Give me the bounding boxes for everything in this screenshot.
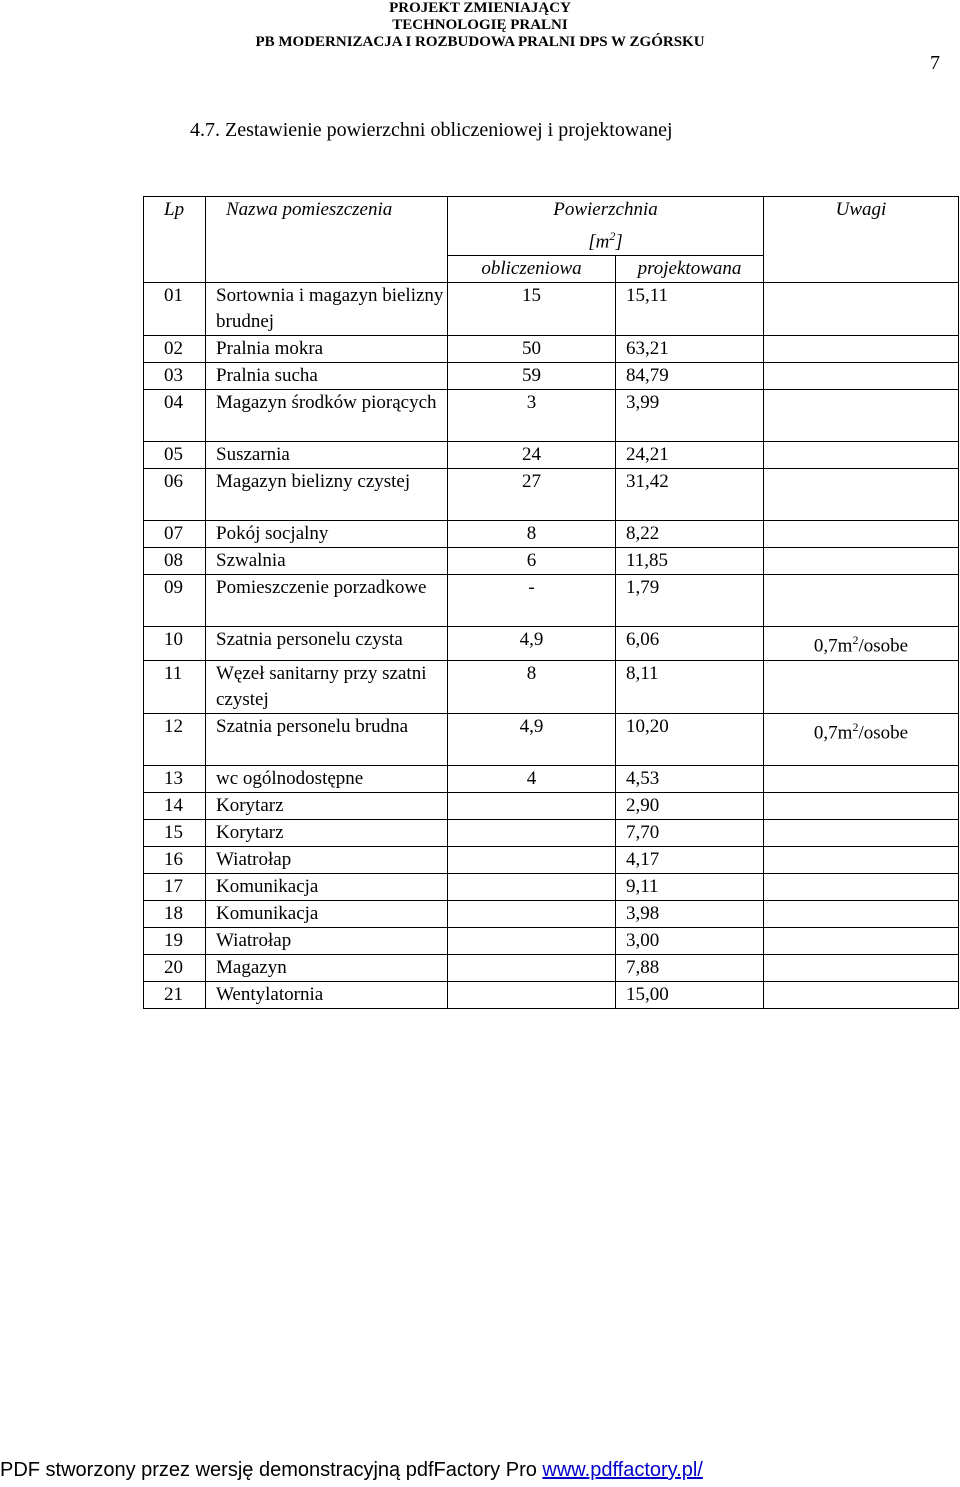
cell-room-name: Sortownia i magazyn bielizny brudnej	[206, 283, 448, 336]
table-row	[144, 283, 959, 336]
table-row	[144, 363, 959, 390]
cell-notes: $0,7m^2$/osobe	[764, 713, 959, 765]
cell-notes	[764, 954, 959, 981]
cell-room-name: Korytarz	[206, 792, 448, 819]
cell-lp: 12	[144, 713, 206, 765]
cell-area-calc: 15	[448, 283, 616, 336]
cell-area-proj: 31,42	[616, 469, 764, 521]
cell-room-name: Szatnia personelu czysta	[206, 627, 448, 660]
cell-area-proj: 7,88	[616, 954, 764, 981]
cell-area-calc: 4	[448, 765, 616, 792]
cell-area-proj: 4,53	[616, 765, 764, 792]
cell-notes	[764, 927, 959, 954]
cell-area-proj: 8,22	[616, 521, 764, 548]
header-notes: Uwagi	[764, 197, 959, 283]
area-table	[143, 196, 959, 1009]
cell-lp: 21	[144, 981, 206, 1008]
cell-lp: 09	[144, 575, 206, 627]
cell-area-proj: 11,85	[616, 548, 764, 575]
cell-notes	[764, 765, 959, 792]
cell-notes	[764, 900, 959, 927]
cell-room-name: Korytarz	[206, 819, 448, 846]
cell-area-calc: 4,9	[448, 713, 616, 765]
cell-lp: 19	[144, 927, 206, 954]
cell-notes: $0,7m^2$/osobe	[764, 627, 959, 660]
document-header	[0, 0, 960, 51]
cell-area-proj: 15,11	[616, 283, 764, 336]
cell-area-calc: 3	[448, 390, 616, 442]
cell-area-proj: 15,00	[616, 981, 764, 1008]
cell-lp: 06	[144, 469, 206, 521]
cell-area-proj: 7,70	[616, 819, 764, 846]
cell-area-proj: 8,11	[616, 660, 764, 713]
cell-notes	[764, 336, 959, 363]
cell-room-name: Pralnia mokra	[206, 336, 448, 363]
cell-area-proj: 3,99	[616, 390, 764, 442]
table-row	[144, 390, 959, 442]
cell-area-calc: 8	[448, 521, 616, 548]
header-area	[448, 197, 764, 256]
cell-room-name: Szatnia personelu brudna	[206, 713, 448, 765]
cell-area-calc: 50	[448, 336, 616, 363]
cell-area-proj: 2,90	[616, 792, 764, 819]
cell-room-name: Węzeł sanitarny przy szatni czystej	[206, 660, 448, 713]
cell-room-name: Suszarnia	[206, 442, 448, 469]
cell-notes	[764, 363, 959, 390]
table-row	[144, 627, 959, 660]
header-name: Nazwa pomieszczenia	[206, 197, 448, 283]
table-row	[144, 660, 959, 713]
cell-room-name: Komunikacja	[206, 873, 448, 900]
cell-room-name: Wentylatornia	[206, 981, 448, 1008]
cell-room-name: Pokój socjalny	[206, 521, 448, 548]
cell-notes	[764, 548, 959, 575]
cell-lp: 03	[144, 363, 206, 390]
cell-area-proj: 6,06	[616, 627, 764, 660]
footer-text: PDF stworzony przez wersję demonstracyjną pdfFactory Pro	[0, 1459, 543, 1481]
table-row	[144, 873, 959, 900]
cell-area-calc	[448, 954, 616, 981]
cell-room-name: Szwalnia	[206, 548, 448, 575]
cell-area-proj: 24,21	[616, 442, 764, 469]
cell-area-calc: 4,9	[448, 627, 616, 660]
cell-notes	[764, 283, 959, 336]
cell-room-name: Wiatrołap	[206, 927, 448, 954]
cell-lp: 13	[144, 765, 206, 792]
cell-room-name: Magazyn bielizny czystej	[206, 469, 448, 521]
cell-area-proj: 3,98	[616, 900, 764, 927]
cell-area-calc	[448, 819, 616, 846]
table-row	[144, 548, 959, 575]
table-row	[144, 469, 959, 521]
cell-lp: 11	[144, 660, 206, 713]
cell-area-proj: 1,79	[616, 575, 764, 627]
cell-lp: 20	[144, 954, 206, 981]
cell-lp: 10	[144, 627, 206, 660]
page-number: 7	[930, 52, 940, 74]
cell-notes	[764, 981, 959, 1008]
header-area-label: Powierzchnia	[553, 199, 658, 220]
section-title: 4.7. Zestawienie powierzchni obliczeniowej i projektowanej	[190, 119, 673, 141]
header-line-3: PB MODERNIZACJA I ROZBUDOWA PRALNI DPS W ZGÓRSKU	[255, 34, 705, 50]
header-line-1: PROJEKT ZMIENIAJĄCY	[389, 0, 571, 16]
cell-lp: 05	[144, 442, 206, 469]
cell-area-proj: 63,21	[616, 336, 764, 363]
cell-lp: 14	[144, 792, 206, 819]
cell-notes	[764, 442, 959, 469]
cell-area-calc	[448, 927, 616, 954]
table-row	[144, 442, 959, 469]
cell-room-name: Komunikacja	[206, 900, 448, 927]
cell-lp: 18	[144, 900, 206, 927]
header-area-unit: $[m^2]$	[588, 229, 623, 253]
table-row	[144, 819, 959, 846]
cell-room-name: Wiatrołap	[206, 846, 448, 873]
cell-notes	[764, 521, 959, 548]
table-row	[144, 765, 959, 792]
cell-notes	[764, 873, 959, 900]
cell-lp: 15	[144, 819, 206, 846]
cell-room-name: Magazyn środków piorących	[206, 390, 448, 442]
table-row	[144, 336, 959, 363]
cell-area-proj: 10,20	[616, 713, 764, 765]
cell-area-proj: 3,00	[616, 927, 764, 954]
cell-lp: 01	[144, 283, 206, 336]
table-row	[144, 792, 959, 819]
table-row	[144, 846, 959, 873]
table-row	[144, 521, 959, 548]
cell-room-name: wc ogólnodostępne	[206, 765, 448, 792]
cell-notes	[764, 469, 959, 521]
cell-area-proj: 4,17	[616, 846, 764, 873]
cell-lp: 04	[144, 390, 206, 442]
pdf-footer	[0, 1459, 960, 1482]
cell-room-name: Pralnia sucha	[206, 363, 448, 390]
header-calc: obliczeniowa	[448, 256, 616, 283]
table-row	[144, 981, 959, 1008]
table-header-row	[144, 197, 959, 256]
cell-area-calc: 6	[448, 548, 616, 575]
cell-area-proj: 9,11	[616, 873, 764, 900]
header-lp: Lp	[144, 197, 206, 283]
cell-lp: 07	[144, 521, 206, 548]
cell-area-calc	[448, 792, 616, 819]
table-row	[144, 954, 959, 981]
cell-room-name: Pomieszczenie porzadkowe	[206, 575, 448, 627]
cell-lp: 17	[144, 873, 206, 900]
table-row	[144, 575, 959, 627]
cell-notes	[764, 819, 959, 846]
table-row	[144, 900, 959, 927]
table-row	[144, 927, 959, 954]
cell-notes	[764, 660, 959, 713]
cell-area-calc: 24	[448, 442, 616, 469]
cell-notes	[764, 792, 959, 819]
cell-area-calc: 27	[448, 469, 616, 521]
header-proj: projektowana	[616, 256, 764, 283]
cell-area-calc: 59	[448, 363, 616, 390]
cell-notes	[764, 846, 959, 873]
cell-lp: 08	[144, 548, 206, 575]
cell-area-calc	[448, 846, 616, 873]
header-line-2: TECHNOLOGIĘ PRALNI	[392, 17, 568, 33]
cell-room-name: Magazyn	[206, 954, 448, 981]
footer-link[interactable]: www.pdffactory.pl/	[542, 1459, 703, 1481]
cell-area-calc: 8	[448, 660, 616, 713]
cell-notes	[764, 390, 959, 442]
cell-area-calc	[448, 900, 616, 927]
cell-area-calc	[448, 873, 616, 900]
cell-area-proj: 84,79	[616, 363, 764, 390]
table-row	[144, 713, 959, 765]
cell-notes	[764, 575, 959, 627]
cell-lp: 02	[144, 336, 206, 363]
cell-area-calc	[448, 981, 616, 1008]
cell-lp: 16	[144, 846, 206, 873]
cell-area-calc: -	[448, 575, 616, 627]
